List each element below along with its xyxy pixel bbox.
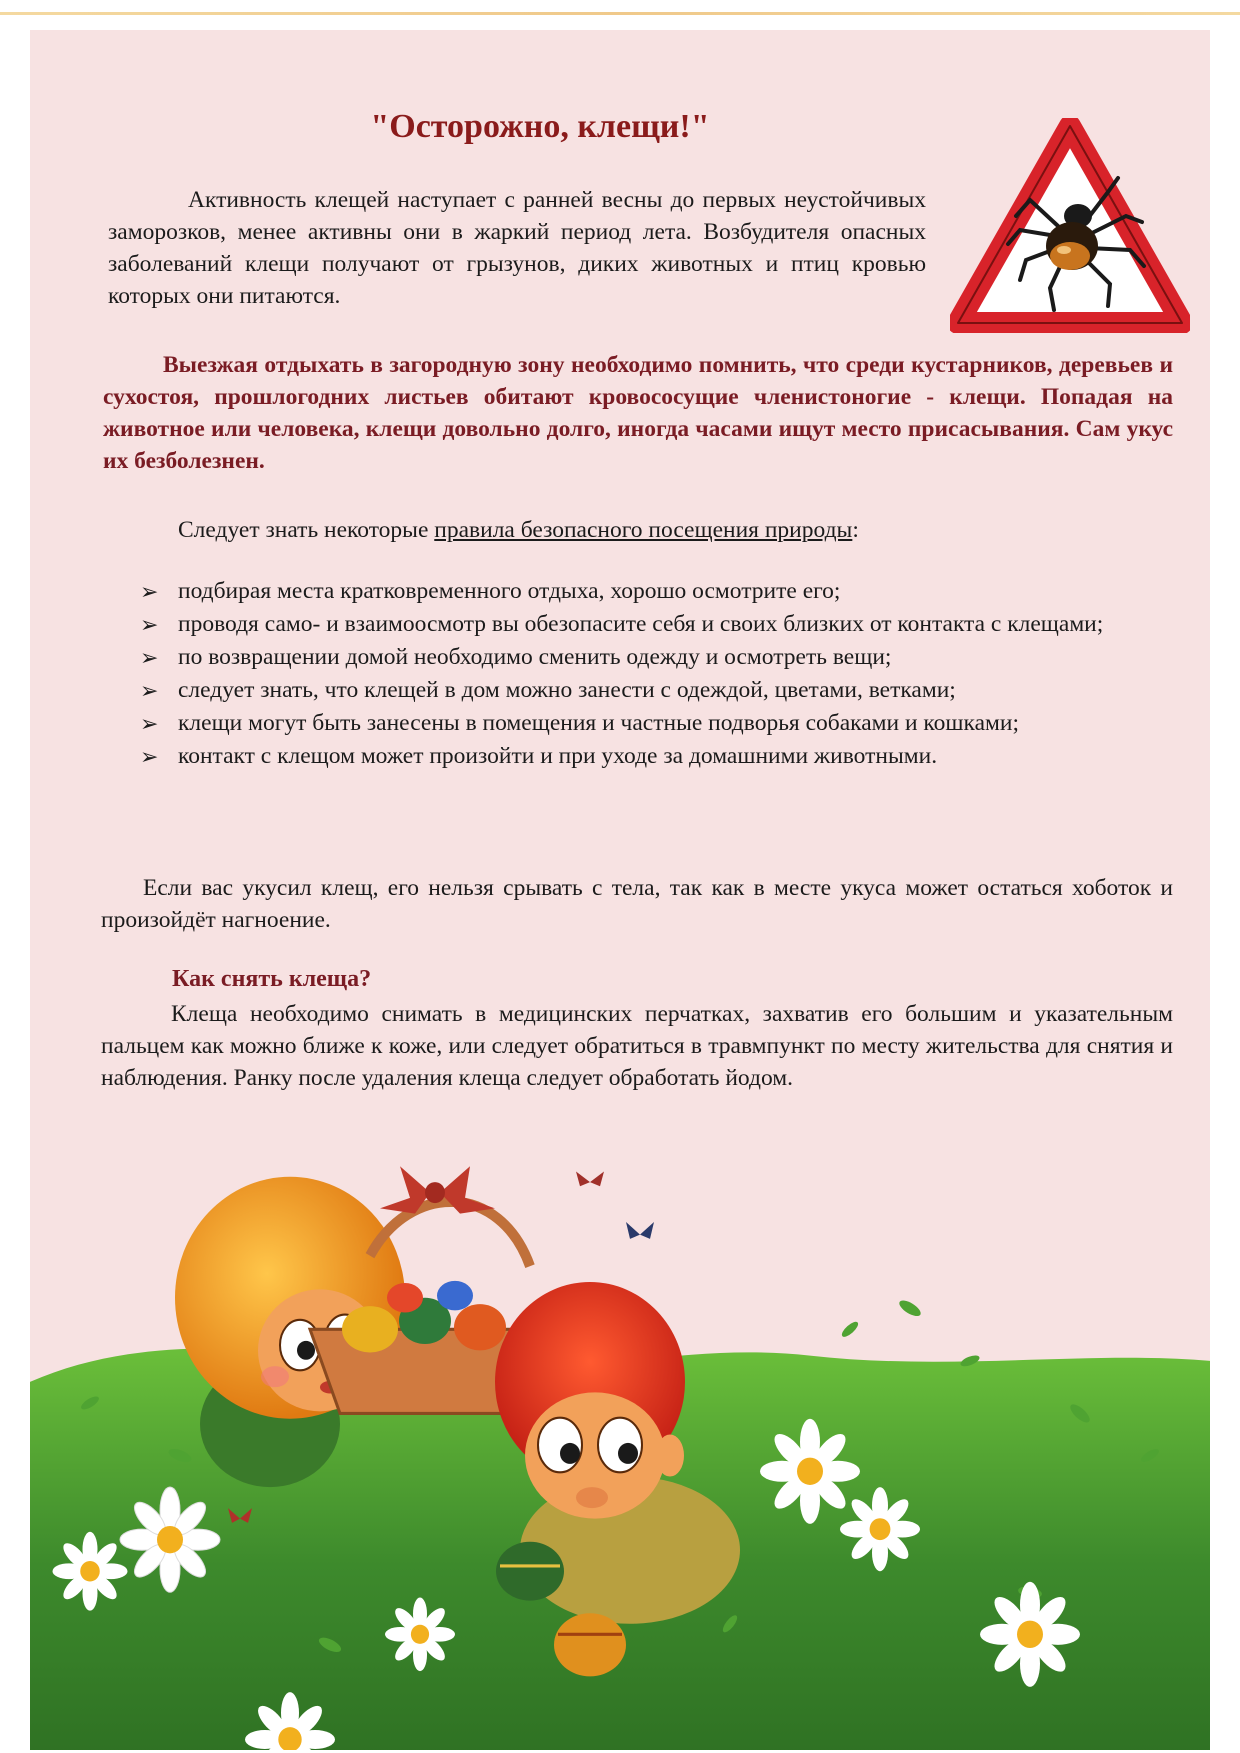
list-item	[140, 741, 1175, 772]
removal-heading: Как снять клеща?	[172, 966, 372, 992]
list-item	[140, 609, 1175, 640]
list-item	[140, 576, 1175, 607]
bite-note-paragraph: Если вас укусил клещ, его нельзя срывать с тела, так как в месте укуса может остаться хоботок и произойдёт нагноение.	[101, 875, 1173, 933]
arrowhead-bullet-icon: ➢	[140, 612, 159, 637]
rule-text: по возвращении домой необходимо сменить одежду и осмотреть вещи;	[178, 644, 892, 670]
arrowhead-bullet-icon: ➢	[140, 744, 159, 769]
rules-intro	[178, 514, 1078, 546]
safety-rules-list	[140, 576, 1175, 774]
rules-intro-underlined: правила безопасного посещения природы	[434, 517, 853, 543]
rules-intro-suffix: :	[852, 517, 859, 543]
page-title: "Осторожно, клещи!"	[370, 108, 710, 145]
rules-intro-prefix: Следует знать некоторые	[178, 517, 435, 543]
leaflet-page	[30, 30, 1210, 1750]
tick-warning-triangle-icon	[950, 118, 1190, 333]
intro-paragraph: Активность клещей наступает с ранней весны до первых неустойчивых заморозков, менее активны они в жаркий период лета. Возбудителя опасных заболеваний клещи получают от грызунов, диких животных и птиц кровью которых они питаются.	[108, 187, 926, 309]
arrowhead-bullet-icon: ➢	[140, 579, 159, 604]
list-item	[140, 708, 1175, 739]
removal-paragraph: Клеща необходимо снимать в медицинских перчатках, захватив его большим и указательным пальцем как можно ближе к коже, или следует обратиться в травмпункт по месту жительства для снятия и наблюдения. Ранку после удаления клеща следует обработать йодом.	[101, 1001, 1173, 1091]
rule-text: клещи могут быть занесены в помещения и частные подворья собаками и кошками;	[178, 710, 1019, 736]
list-item	[140, 675, 1175, 706]
rule-text: следует знать, что клещей в дом можно занести с одеждой, цветами, ветками;	[178, 677, 956, 703]
list-item	[140, 642, 1175, 673]
scan-edge-line	[0, 12, 1240, 15]
children-easter-egg-illustration	[30, 1140, 1210, 1750]
warning-paragraph: Выезжая отдыхать в загородную зону необходимо помнить, что среди кустарников, деревьев и сухостоя, прошлогодних листьев обитают кровососущие членистоногие - клещи. Попадая на животное или человека, клещи довольно долго, иногда часами ищут место присасывания. Сам укус их безболезнен.	[103, 352, 1173, 474]
arrowhead-bullet-icon: ➢	[140, 711, 159, 736]
rule-text: подбирая места кратковременного отдыха, хорошо осмотрите его;	[178, 578, 841, 604]
rule-text: проводя само- и взаимоосмотр вы обезопасите себя и своих близких от контакта с клещами;	[178, 611, 1104, 637]
rule-text: контакт с клещом может произойти и при уходе за домашними животными.	[178, 743, 938, 769]
arrowhead-bullet-icon: ➢	[140, 645, 159, 670]
scan-margin	[1210, 30, 1240, 1753]
arrowhead-bullet-icon: ➢	[140, 678, 159, 703]
